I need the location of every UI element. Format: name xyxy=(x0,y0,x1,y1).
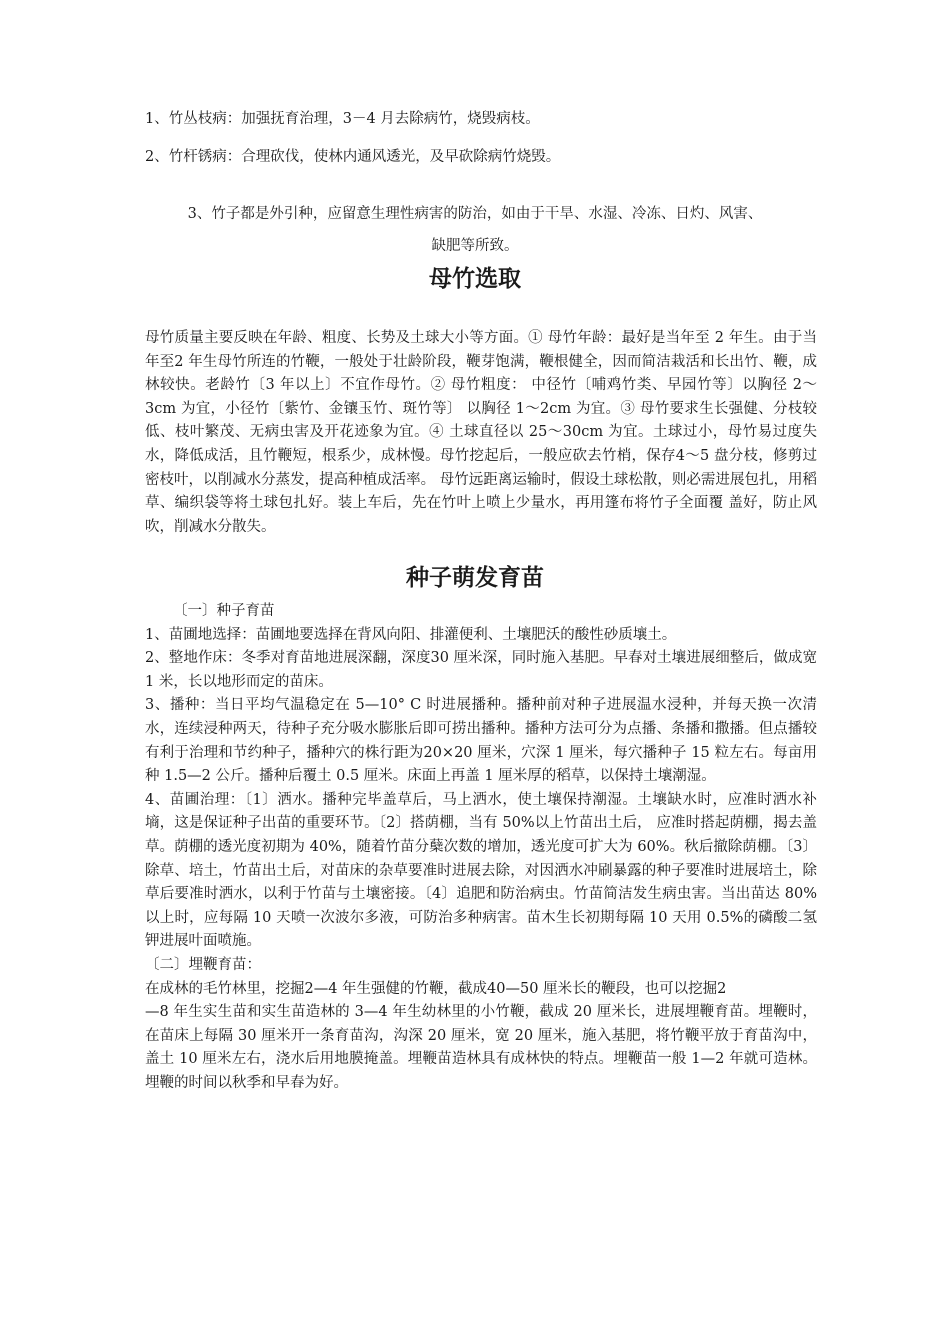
burial-rest: —8 年生实生苗和实生苗造林的 3—4 年生幼林里的小竹鞭，截成 20 厘米长，进展埋鞭育苗。埋鞭时，在苗床上每隔 30 厘米开一条育苗沟，沟深 20 厘米，宽 20 厘米，施入基肥，将竹鞭平放于育苗沟中，盖土 10 厘米左右，浇水后用地膜掩盖。埋鞭苗造林具有成林快的特点。埋鞭苗一般 1—2 年就可造林。埋鞭的时间以秋季和早春为好。 xyxy=(145,1004,817,1091)
seed-item-3: 3、播种：当日平均气温稳定在 5—10° C 时进展播种。播种前对种子进展温水浸种，并每天换一次清水，连续浸种两天，待种子充分吸水膨胀后即可捞出播种。播种方法可分为点播、条播和撒播。但点播较有利于治理和节约种子，播种穴的株行距为20×20 厘米，穴深 1 厘米，每穴播种子 15 粒左右。每亩用种 1.5—2 公斤。播种后覆土 0.5 厘米。床面上再盖 1 厘米厚的稻草，以保持土壤潮湿。 xyxy=(145,697,817,785)
mother-bamboo-heading: 母竹选取 xyxy=(429,266,521,292)
disease-item-3-line1: 3、竹子都是外引种，应留意生理性病害的防治，如由于干旱、水湿、冷冻、日灼、风害、 xyxy=(187,206,763,222)
seed-subtitle-2: 〔二〕埋鞭育苗： xyxy=(145,956,261,973)
disease-item-2: 2、竹杆锈病：合理砍伐，使林内通风透光，及早砍除病竹烧毁。 xyxy=(145,149,561,165)
seed-item-4: 4、苗圃治理：〔1〕洒水。播种完毕盖草后，马上洒水，使土壤保持潮湿。土壤缺水时，应准时洒水补墒，这是保证种子出苗的重要环节。〔2〕搭荫棚，当有 50%以上竹苗出土后， 应准时搭起荫棚，揭去盖草。荫棚的透光度初期为 40%，随着竹苗分蘖次数的增加，透光度可扩大为 60%。秋后撤除荫棚。〔3〕除草、培土，竹苗出土后，对苗床的杂草要准时进展去除，对因洒水冲刷暴露的种子要准时进展培土，除草后要准时洒水，以利于竹苗与土壤密接。〔4〕追肥和防治病虫。竹苗简洁发生病虫害。当出苗达 80%以上时，应每隔 10 天喷一次波尔多液，可防治多种病害。苗木生长初期每隔 10 天用 0.5%的磷酸二氢钾进展叶面喷施。 xyxy=(145,791,817,950)
seed-item-1: 1、苗圃地选择：苗圃地要选择在背风向阳、排灌便利、土壤肥沃的酸性砂质壤土。 xyxy=(145,626,677,643)
seed-item-2: 2、整地作床：冬季对育苗地进展深翻，深度30 厘米深，同时施入基肥。早春对土壤进展细整后，做成宽 1 米，长以地形而定的苗床。 xyxy=(145,650,817,690)
seed-nursery-section xyxy=(145,600,817,1095)
seed-subtitle-1: 〔一〕种子育苗 xyxy=(173,603,275,619)
disease-item-3-line2: 缺肥等所致。 xyxy=(431,238,519,254)
mother-bamboo-paragraph xyxy=(145,327,817,539)
seed-nursery-heading: 种子萌发育苗 xyxy=(406,565,544,591)
mother-bamboo-text: 母竹质量主要反映在年龄、粗度、长势及土球大小等方面。① 母竹年龄：最好是当年至 2 年生。由于当年至2 年生母竹所连的竹鞭，一般处于壮龄阶段，鞭芽饱满，鞭根健全，因而简洁栽活和长出竹、鞭，成林较快。老龄竹〔3 年以上〕不宜作母竹。② 母竹粗度： 中径竹〔哺鸡竹类、早园竹等〕以胸径 2～3cm 为宜，小径竹〔紫竹、金镶玉竹、斑竹等〕 以胸径 1～2cm 为宜。③ 母竹要求生长强健、分枝较低、枝叶繁茂、无病虫害及开花迹象为宜。④ 土球直径以 25～30cm 为宜。土球过小，母竹易过度失水，降低成活，且竹鞭短，根系少，成林慢。母竹挖起后，一般应砍去竹梢，保存4～5 盘分枝，修剪过密枝叶，以削减水分蒸发，提高种植成活率。 母竹远距离运输时，假设土球松散，则必需进展包扎，用稻草、编织袋等将土球包扎好。装上车后，先在竹叶上喷上少量水，再用篷布将竹子全面覆 盖好，防止风吹，削减水分散失。 xyxy=(145,330,817,535)
burial-line-1: 在成林的毛竹林里，挖掘2—4 年生强健的竹鞭，截成40—50 厘米长的鞭段，也可以挖掘2 xyxy=(145,980,727,997)
disease-item-1: 1、竹丛枝病：加强抚育治理，3－4 月去除病竹，烧毁病枝。 xyxy=(145,111,540,127)
